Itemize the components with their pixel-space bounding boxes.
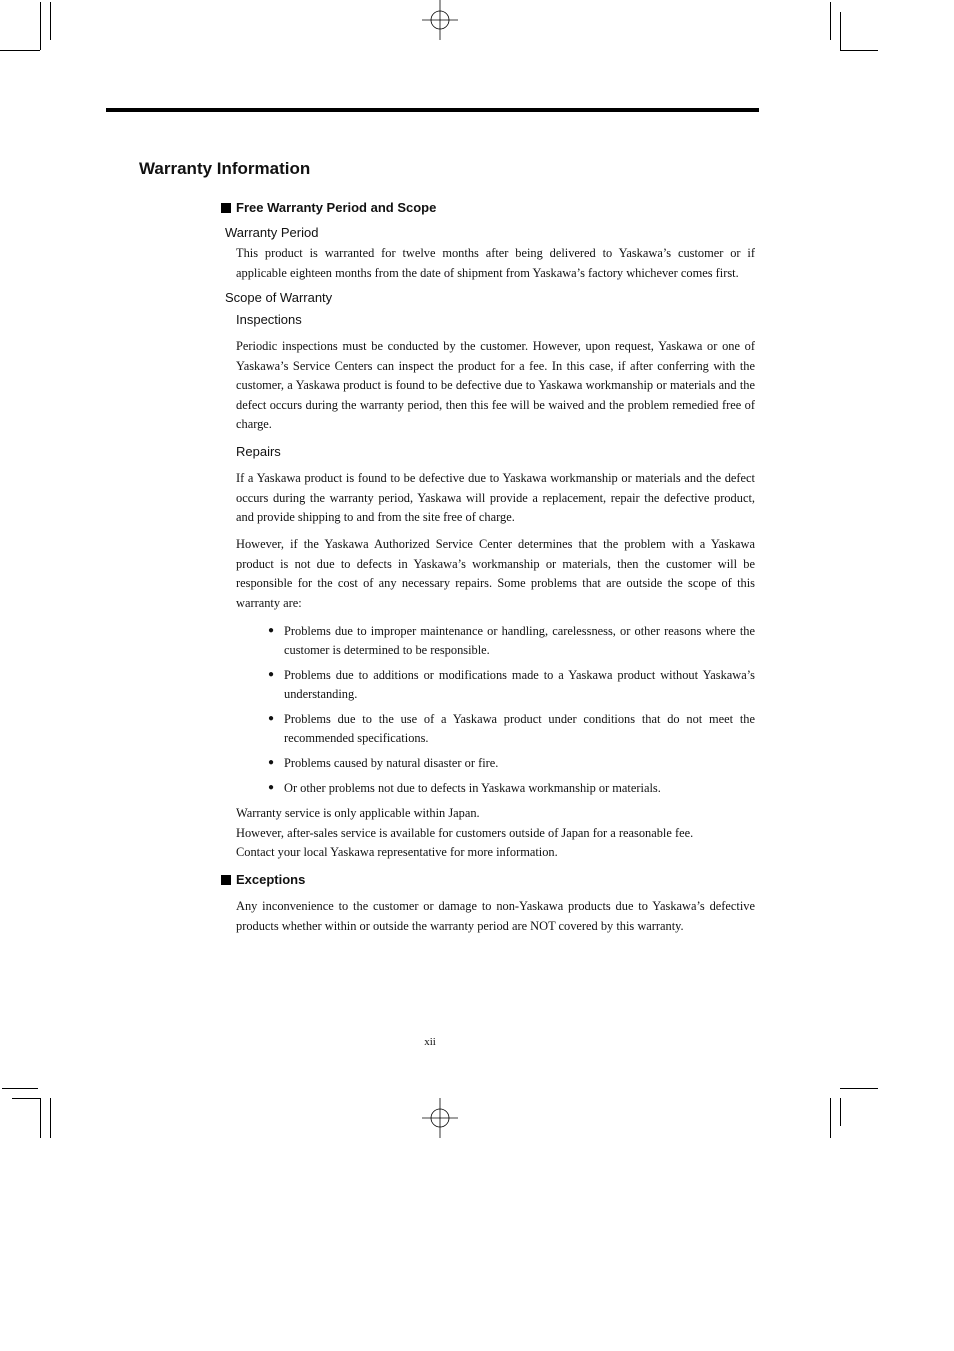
square-bullet-icon bbox=[221, 875, 231, 885]
crop-mark bbox=[840, 12, 841, 50]
exceptions-text: Any inconvenience to the customer or damage to non-Yaskawa products due to Yaskawa’s defective products whether within or outside the warranty period are NOT covered by this warranty. bbox=[236, 899, 755, 933]
warranty-period-label: Warranty Period bbox=[225, 225, 319, 240]
square-bullet-icon bbox=[221, 203, 231, 213]
section-exceptions bbox=[221, 872, 305, 887]
inspections-text: Periodic inspections must be conducted by the customer. However, upon request, Yaskawa or one of Yaskawa’s Service Centers can inspect the product for a fee. In this case, if after conferring with the customer, a Yaskawa product is found to be defective due to Yaskawa workmanship or materials and the defect occurs during the warranty period, then this fee will be waived and the problem remedied free of charge. bbox=[236, 339, 755, 432]
crop-mark bbox=[40, 1098, 41, 1138]
crop-mark bbox=[840, 50, 878, 51]
registration-mark-top bbox=[420, 0, 460, 40]
crop-mark bbox=[50, 2, 51, 40]
list-item: ● Problems due to the use of a Yaskawa product under conditions that do not meet the recommended specifications. bbox=[268, 710, 755, 747]
crop-mark bbox=[50, 1098, 51, 1138]
crop-mark bbox=[830, 2, 831, 40]
inspections-label: Inspections bbox=[236, 312, 302, 327]
crop-mark bbox=[2, 1088, 38, 1089]
section-heading: Exceptions bbox=[236, 872, 306, 887]
section-heading: Free Warranty Period and Scope bbox=[236, 200, 437, 215]
scope-label: Scope of Warranty bbox=[225, 290, 333, 305]
repairs-label: Repairs bbox=[236, 444, 281, 459]
crop-mark bbox=[12, 1098, 40, 1099]
service-note: Warranty service is only applicable within Japan. However, after-sales service is available for customers outside of Japan for a reasonable fee. Contact your local Yaskawa representative for more information. bbox=[236, 806, 694, 860]
bullet-icon: ● bbox=[268, 757, 275, 768]
page-title: Warranty Information bbox=[139, 159, 311, 178]
list-item: ● Problems caused by natural disaster or fire. bbox=[268, 754, 755, 773]
repairs-text-2: However, if the Yaskawa Authorized Service Center determines that the problem with a Yaskawa product is not due to defects in Yaskawa’s workmanship or materials, then the customer will be responsible for the cost of any necessary repairs. Some problems that are outside the scope of this warranty are: bbox=[236, 537, 755, 610]
page-number: xii bbox=[424, 1036, 436, 1048]
header-rule bbox=[106, 108, 759, 112]
list-item: ● Problems due to additions or modifications made to a Yaskawa product without Yaskawa’s understanding. bbox=[268, 666, 755, 703]
crop-mark bbox=[0, 50, 40, 51]
bullet-icon: ● bbox=[268, 669, 275, 680]
crop-mark bbox=[840, 1098, 841, 1126]
bullet-icon: ● bbox=[268, 625, 275, 636]
repairs-text-1: If a Yaskawa product is found to be defective due to Yaskawa workmanship or materials and the defect occurs during the warranty period, Yaskawa will provide a replacement, repair the defective product, and provide shipping to and from the site free of charge. bbox=[236, 471, 755, 525]
bullet-icon: ● bbox=[268, 782, 275, 793]
list-item: ● Problems due to improper maintenance or handling, carelessness, or other reasons where the customer is determined to be responsible. bbox=[268, 622, 755, 659]
crop-mark bbox=[40, 2, 41, 50]
crop-mark bbox=[830, 1098, 831, 1138]
crop-mark bbox=[840, 1088, 878, 1089]
section-free-warranty bbox=[221, 200, 436, 215]
registration-mark-bottom bbox=[420, 1098, 460, 1138]
list-item: ● Or other problems not due to defects in Yaskawa workmanship or materials. bbox=[268, 779, 755, 798]
bullet-icon: ● bbox=[268, 713, 275, 724]
warranty-period-text: This product is warranted for twelve months after being delivered to Yaskawa’s customer or if applicable eighteen months from the date of shipment from Yaskawa’s factory whichever comes first. bbox=[236, 246, 755, 280]
